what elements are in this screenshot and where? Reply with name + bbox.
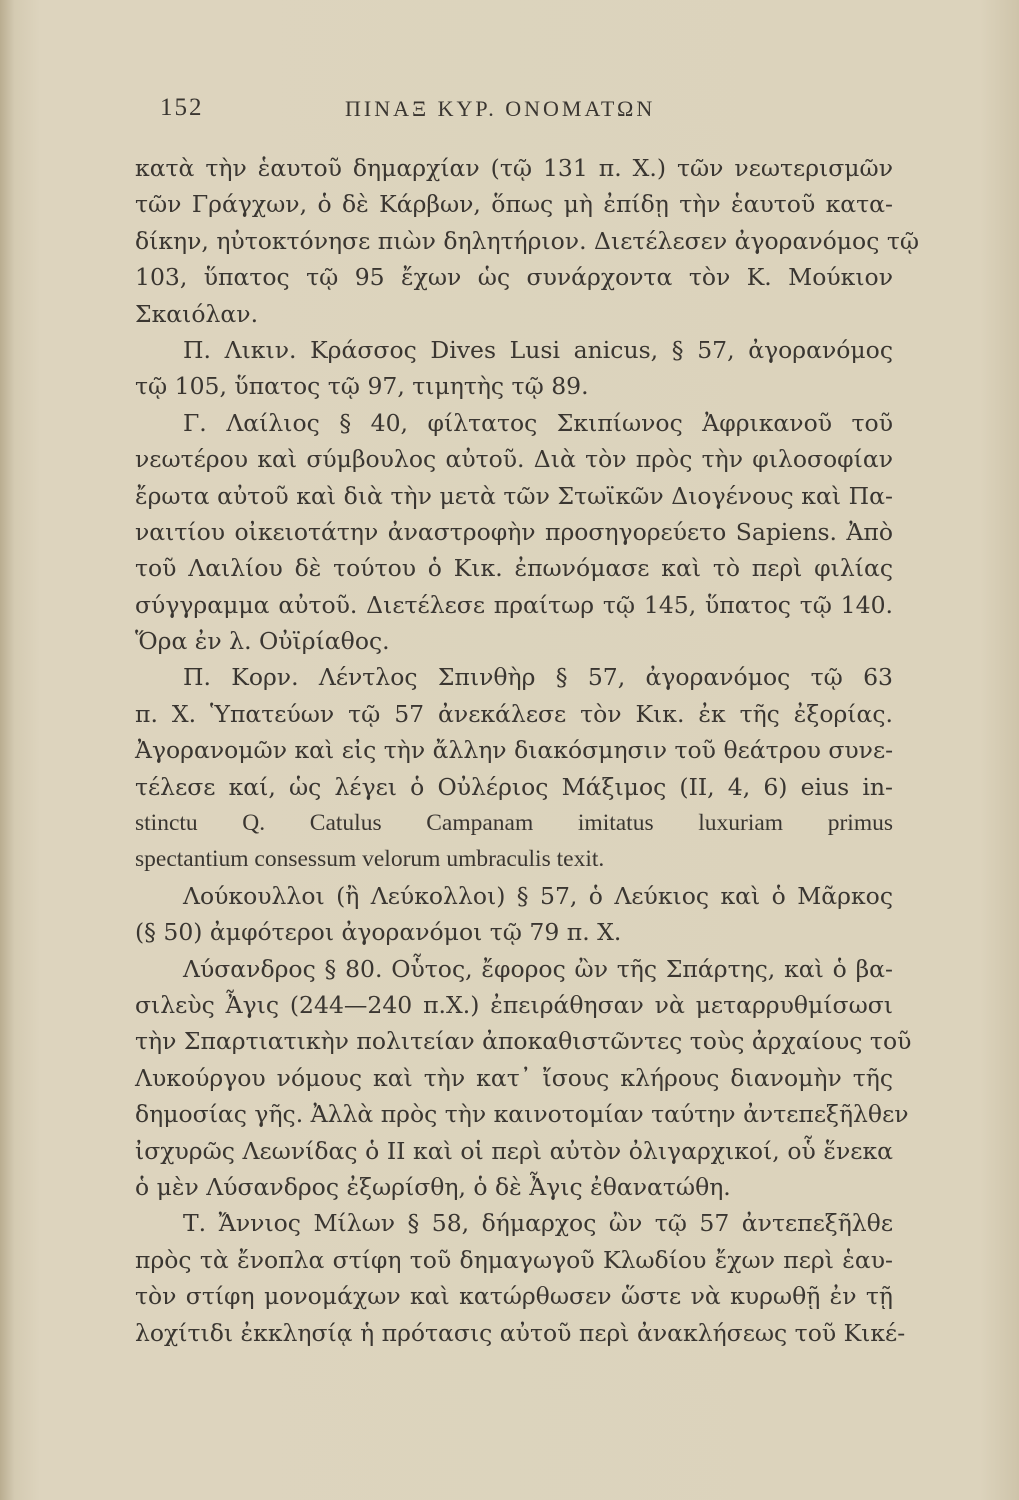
text-line: ἔρωτα αὐτοῦ καὶ διὰ τὴν μετὰ τῶν Στωϊκῶν Διογένους καὶ Πα- <box>135 481 893 510</box>
text-line: Λυκούργου νόμους καὶ τὴν κατ᾽ ἴσους κλήρους διανομὴν τῆς <box>135 1063 893 1092</box>
text-line: σύγγραμμα αὐτοῦ. Διετέλεσε πραίτωρ τῷ 145, ὕπατος τῷ 140. <box>135 590 893 619</box>
running-title: ΠΙΝΑΞ ΚΥΡ. ΟΝΟΜΑΤΩΝ <box>345 96 656 121</box>
text-line: τὴν Σπαρτιατικὴν πολιτείαν ἀποκαθιστῶντες τοὺς ἀρχαίους τοῦ <box>135 1027 912 1056</box>
page-edge-shadow <box>0 0 14 1500</box>
text-line: ναιτίου οἰκειοτάτην ἀναστροφὴν προσηγορεύετο Sapiens. Ἀπὸ <box>135 517 893 546</box>
latin-quote-line: spectantium consessum velorum umbraculis texit. <box>135 846 605 873</box>
entry-line: Τ. Ἄννιος Μίλων § 58, δήμαρχος ὢν τῷ 57 ἀντεπεξῆλθε <box>183 1209 893 1238</box>
text-line: δίκην, ηὐτοκτόνησε πιὼν δηλητήριον. Διετέλεσεν ἀγορανόμος τῷ <box>135 226 919 255</box>
text-line: κατὰ τὴν ἑαυτοῦ δημαρχίαν (τῷ 131 π. Χ.) τῶν νεωτερισμῶν <box>135 154 893 182</box>
text-line: Ὅρα ἐν λ. Οὐϊρίαθος. <box>135 627 390 656</box>
text-line: ὁ μὲν Λύσανδρος ἐξωρίσθη, ὁ δὲ Ἆγις ἐθανατώθη. <box>135 1172 731 1201</box>
text-line: πρὸς τὰ ἔνοπλα στίφη τοῦ δημαγωγοῦ Κλωδίου ἔχων περὶ ἑαυ- <box>135 1245 893 1274</box>
entry-line: Λύσανδρος § 80. Οὗτος, ἔφορος ὢν τῆς Σπάρτης, καὶ ὁ βα- <box>183 954 893 983</box>
latin-quote-line: stinctu Q. Catulus Campanam imitatus luxuriam primus <box>135 810 893 837</box>
text-line: π. Χ. Ὑπατεύων τῷ 57 ἀνεκάλεσε τὸν Κικ. ἐκ τῆς ἐξορίας. <box>135 699 893 728</box>
text-line: σιλεὺς Ἆγις (244—240 π.Χ.) ἐπειράθησαν νὰ μεταρρυθμίσωσι <box>135 990 893 1019</box>
entry-line: Λούκουλλοι (ἢ Λεύκολλοι) § 57, ὁ Λεύκιος καὶ ὁ Μᾶρκος <box>183 881 893 910</box>
text-line: τῶν Γράγχων, ὁ δὲ Κάρβων, ὅπως μὴ ἐπίδῃ τὴν ἑαυτοῦ κατα- <box>135 190 893 219</box>
text-line: (§ 50) ἀμφότεροι ἀγορανόμοι τῷ 79 π. Χ. <box>135 918 622 947</box>
entry-line: Γ. Λαίλιος § 40, φίλτατος Σκιπίωνος Ἀφρικανοῦ τοῦ <box>183 408 893 437</box>
entry-line: Π. Λικιν. Κράσσος Dives Lusi anicus, § 57, ἀγορανόμος <box>183 335 893 364</box>
entry-line: Π. Κορν. Λέντλος Σπινθὴρ § 57, ἀγορανόμος τῷ 63 <box>183 663 893 692</box>
text-line: νεωτέρου καὶ σύμβουλος αὐτοῦ. Διὰ τὸν πρὸς τὴν φιλοσοφίαν <box>135 445 893 474</box>
page-header <box>0 94 1019 128</box>
text-line: ἰσχυρῶς Λεωνίδας ὁ II καὶ οἱ περὶ αὐτὸν ὀλιγαρχικοί, οὗ ἕνεκα <box>135 1136 893 1165</box>
text-line: Ἀγορανομῶν καὶ εἰς τὴν ἄλλην διακόσμησιν τοῦ θεάτρου συνε- <box>135 736 894 765</box>
text-line: τὸν στίφη μονομάχων καὶ κατώρθωσεν ὥστε νὰ κυρωθῇ ἐν τῇ <box>135 1282 893 1311</box>
body-text <box>135 150 919 1351</box>
text-line: τῷ 105, ὕπατος τῷ 97, τιμητὴς τῷ 89. <box>135 372 589 401</box>
text-line: τέλεσε καί, ὡς λέγει ὁ Οὐλέριος Μάξιμος (II, 4, 6) eius in- <box>135 772 893 801</box>
text-line: τοῦ Λαιλίου δὲ τούτου ὁ Κικ. ἐπωνόμασε καὶ τὸ περὶ φιλίας <box>135 554 893 583</box>
text-line: λοχίτιδι ἐκκλησίᾳ ἡ πρότασις αὐτοῦ περὶ ἀνακλήσεως τοῦ Κικέ- <box>135 1318 906 1347</box>
text-line: Σκαιόλαν. <box>135 299 259 328</box>
page-number: 152 <box>160 94 204 121</box>
text-line: 103, ὕπατος τῷ 95 ἔχων ὡς συνάρχοντα τὸν Κ. Μούκιον <box>135 263 893 292</box>
text-line: δημοσίας γῆς. Ἀλλὰ πρὸς τὴν καινοτομίαν ταύτην ἀντεπεξῆλθεν <box>135 1100 909 1129</box>
